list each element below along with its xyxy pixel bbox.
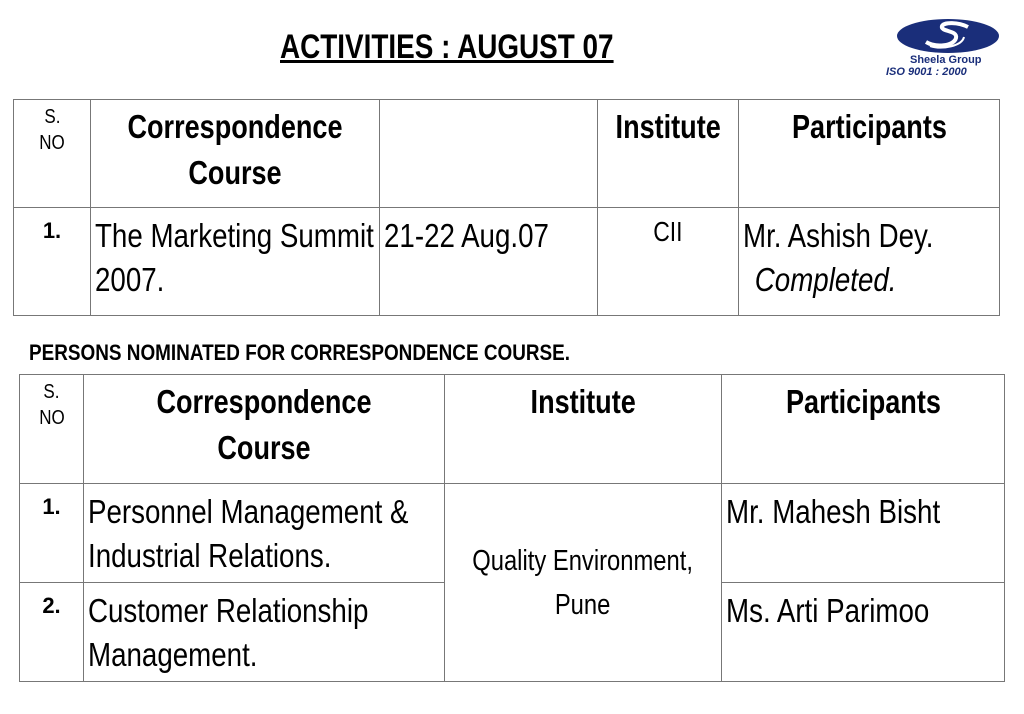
participant-cell	[722, 484, 1005, 583]
header-sno	[20, 375, 84, 484]
header-sno-line1: S.	[43, 106, 61, 128]
sheela-group-logo	[882, 18, 1012, 80]
header-participants-label: Participants	[791, 108, 947, 145]
row-number: 2.	[20, 583, 84, 682]
row-number: 1.	[20, 484, 84, 583]
institute-name: Quality Environment, Pune	[472, 544, 694, 621]
course-name: The Marketing Summit 2007.	[95, 217, 374, 298]
row-number: 1.	[14, 208, 91, 316]
header-institute-label: Institute	[615, 108, 721, 145]
participant-cell	[739, 208, 1000, 316]
header-sno-line1: S.	[43, 381, 60, 403]
header-participants	[722, 375, 1005, 484]
course-name: Personnel Management & Industrial Relations.	[88, 493, 409, 574]
table-row	[20, 484, 1005, 583]
course-date: 21-22 Aug.07	[384, 217, 549, 254]
header-course	[91, 100, 380, 208]
logo-iso-text: ISO 9001 : 2000	[886, 66, 967, 78]
header-sno	[14, 100, 91, 208]
header-sno-line2: NO	[39, 132, 65, 154]
nominations-table	[19, 374, 1005, 682]
table-header-row	[14, 100, 1000, 208]
header-institute	[598, 100, 739, 208]
header-institute-label: Institute	[530, 383, 636, 420]
header-participants-label: Participants	[785, 383, 941, 420]
header-sno-line2: NO	[38, 407, 65, 429]
date-cell	[380, 208, 598, 316]
table-row	[14, 208, 1000, 316]
table-header-row	[20, 375, 1005, 484]
course-name: Customer Relationship Management.	[88, 592, 369, 673]
section-heading: PERSONS NOMINATED FOR CORRESPONDENCE COURSE.	[29, 340, 571, 365]
header-course-label: Correspondence Course	[156, 383, 372, 466]
header-course	[84, 375, 445, 484]
course-cell	[84, 583, 445, 682]
institute-cell	[445, 484, 722, 682]
institute-cell	[598, 208, 739, 316]
header-institute	[445, 375, 722, 484]
header-course-label: Correspondence Course	[127, 108, 343, 191]
sheela-logo-icon	[896, 18, 1000, 54]
participant-name: Mr. Ashish Dey.	[743, 217, 934, 254]
activities-table	[13, 99, 1000, 316]
header-date	[380, 100, 598, 208]
institute-name: CII	[653, 216, 683, 247]
header-participants	[739, 100, 1000, 208]
course-cell	[91, 208, 380, 316]
participant-name: Ms. Arti Parimoo	[726, 592, 930, 629]
status-note: Completed.	[754, 261, 897, 298]
participant-cell	[722, 583, 1005, 682]
participant-name: Mr. Mahesh Bisht	[726, 493, 941, 530]
logo-brand-text: Sheela Group	[910, 54, 982, 66]
page-title: ACTIVITIES : AUGUST 07	[280, 28, 614, 66]
course-cell	[84, 484, 445, 583]
